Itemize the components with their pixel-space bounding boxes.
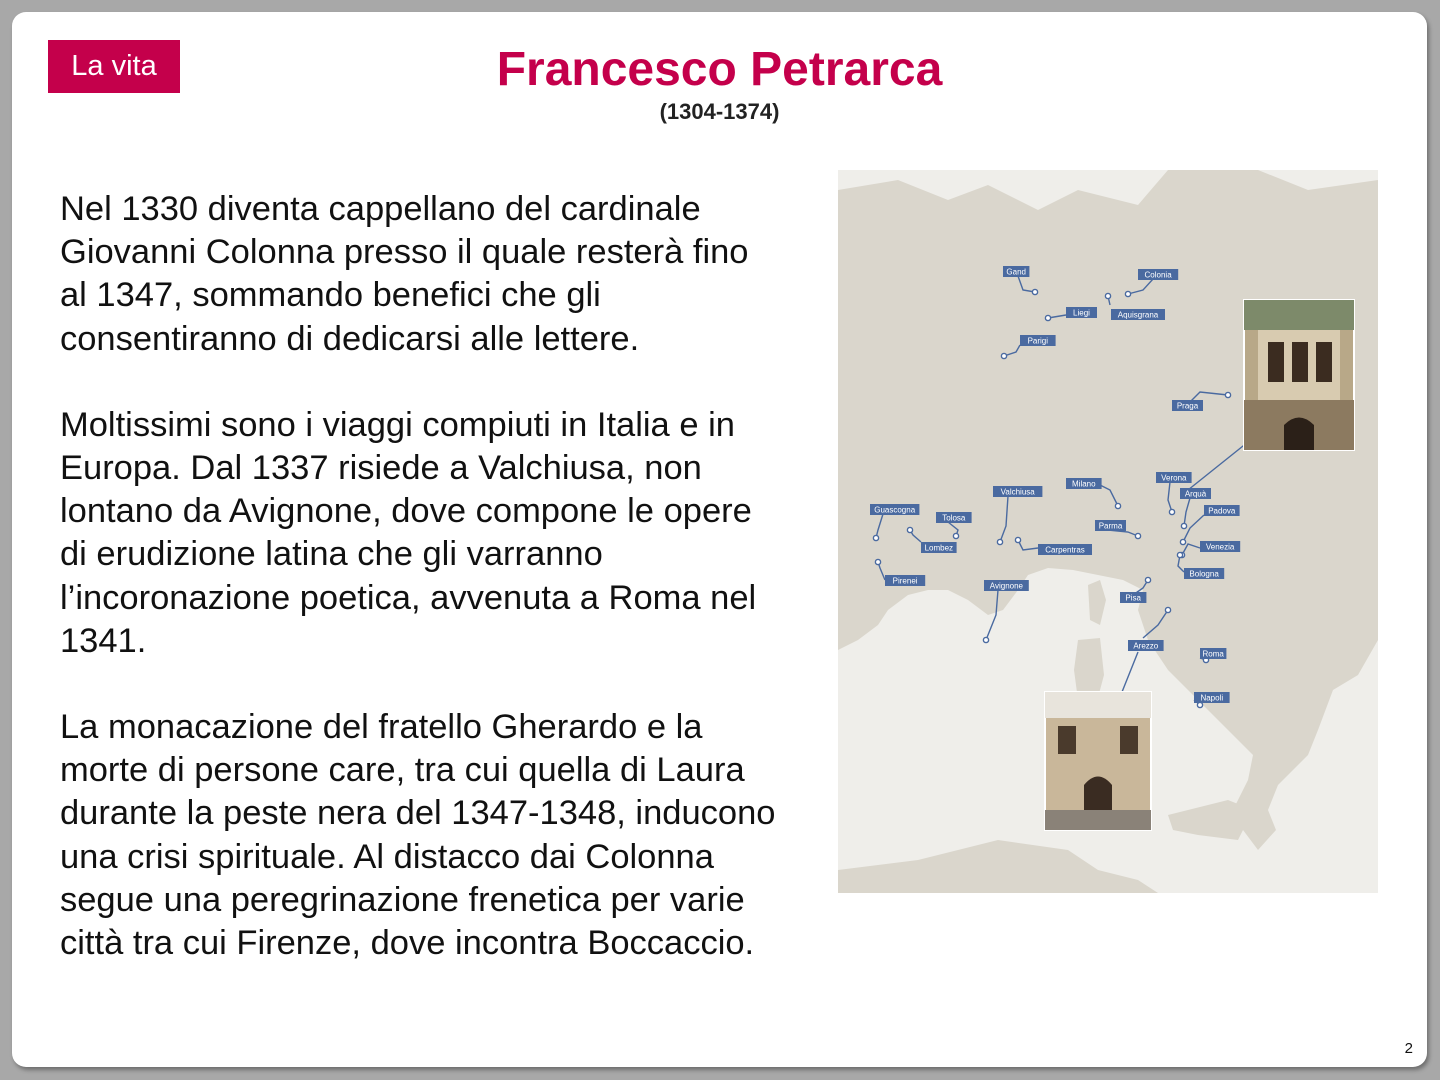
city-dot-bologna [1177,552,1182,557]
city-dot-milano [1115,503,1120,508]
city-dot-parma [1135,533,1140,538]
city-label-guascogna [870,504,919,515]
city-dot-lombez [907,527,912,532]
city-dot-colonia [1125,291,1130,296]
city-label-carpentras [1038,544,1092,555]
city-dot-verona [1169,509,1174,514]
paragraph-1: Nel 1330 diventa cappellano del cardinale Giovanni Colonna presso il quale resterà fino al 1347, sommando benefici che gli consentiranno di dedicarsi alle lettere. [60,190,749,358]
city-label-tolosa [936,512,972,523]
slide-subtitle: (1304-1374) [659,99,780,124]
city-dot-praga [1225,392,1230,397]
city-name-gand: Gand [1006,267,1026,277]
city-name-parma: Parma [1098,521,1123,531]
city-label-parma [1095,520,1126,531]
city-name-valchiusa: Valchiusa [1000,487,1035,497]
city-dot-liegi [1045,315,1050,320]
city-label-padova [1204,505,1240,516]
city-label-bologna [1184,568,1224,579]
page-number: 2 [1404,1040,1413,1057]
city-dot-gand [1032,289,1037,294]
city-label-avignone [984,580,1029,591]
city-label-arqua [1180,488,1211,499]
map-svg [838,170,1378,893]
city-name-avignone: Avignone [989,581,1024,591]
city-name-parigi: Parigi [1027,336,1049,346]
city-label-arezzo [1128,640,1164,651]
city-name-aquisgrana: Aquisgrana [1117,310,1159,320]
paragraph-3: La monacazione del fratello Gherardo e la morte di persone care, tra cui quella di Laura durante la peste nera del 1347-1348, inducono una crisi spirituale. Al distacco dai Colonna segue una peregrinazione frenetica per varie città tra cui Firenze, dove incontra Boccaccio. [60,708,776,963]
city-dot-aquisgrana [1105,293,1110,298]
city-name-colonia: Colonia [1144,270,1172,280]
city-name-pisa: Pisa [1125,593,1141,603]
city-name-bologna: Bologna [1189,569,1219,579]
section-tag: La vita [48,40,180,93]
city-name-padova: Padova [1208,506,1236,516]
city-name-guascogna: Guascogna [874,505,916,515]
city-name-tolosa: Tolosa [942,513,966,523]
city-dot-arezzo [1165,607,1170,612]
city-name-roma: Roma [1202,649,1224,659]
city-dot-napoli [1197,702,1202,707]
slide-title: Francesco Petrarca [496,43,943,96]
city-label-liegi [1066,307,1097,318]
city-dot-pirenei [875,559,880,564]
city-dot-pisa [1145,577,1150,582]
city-label-napoli [1194,692,1230,703]
city-dot-arqua [1181,523,1186,528]
city-dot-guascogna [873,535,878,540]
city-label-colonia [1138,269,1178,280]
city-label-parigi [1020,335,1056,346]
city-label-verona [1156,472,1192,483]
city-label-lombez [921,542,957,553]
city-label-pisa [1120,592,1146,603]
city-dot-parigi [1001,353,1006,358]
city-name-milano: Milano [1072,479,1096,489]
city-label-gand [1003,266,1029,277]
photo-arezzo-house [1045,692,1151,830]
slide [12,12,1427,1067]
city-label-pirenei [885,575,925,586]
city-label-valchiusa [993,486,1042,497]
city-name-liegi: Liegi [1073,308,1090,318]
city-dot-padova [1180,539,1185,544]
city-name-verona: Verona [1161,473,1187,483]
city-label-roma [1200,648,1226,659]
city-dot-tolosa [953,533,958,538]
city-name-pirenei: Pirenei [892,576,918,586]
city-label-aquisgrana [1111,309,1165,320]
city-name-lombez: Lombez [924,543,954,553]
body-text [60,188,780,1008]
city-dot-valchiusa [997,539,1002,544]
city-name-arezzo: Arezzo [1133,641,1159,651]
city-name-napoli: Napoli [1200,693,1224,703]
paragraph-2: Moltissimi sono i viaggi compiuti in Italia e in Europa. Dal 1337 risiede a Valchiusa, non lontano da Avignone, dove compone le opere di erudizione latina che gli varranno l’incoronazione poetica, avvenuta a Roma nel 1341. [60,405,757,660]
city-name-arqua: Arquà [1184,489,1207,499]
photo-arqua-house [1244,300,1354,450]
city-label-venezia [1200,541,1240,552]
city-dot-avignone [983,637,988,642]
city-name-carpentras: Carpentras [1045,545,1085,555]
city-name-praga: Praga [1176,401,1199,411]
travel-map [838,170,1378,893]
city-dot-carpentras [1015,537,1020,542]
city-name-venezia: Venezia [1205,542,1235,552]
city-label-praga [1172,400,1203,411]
city-label-milano [1066,478,1102,489]
